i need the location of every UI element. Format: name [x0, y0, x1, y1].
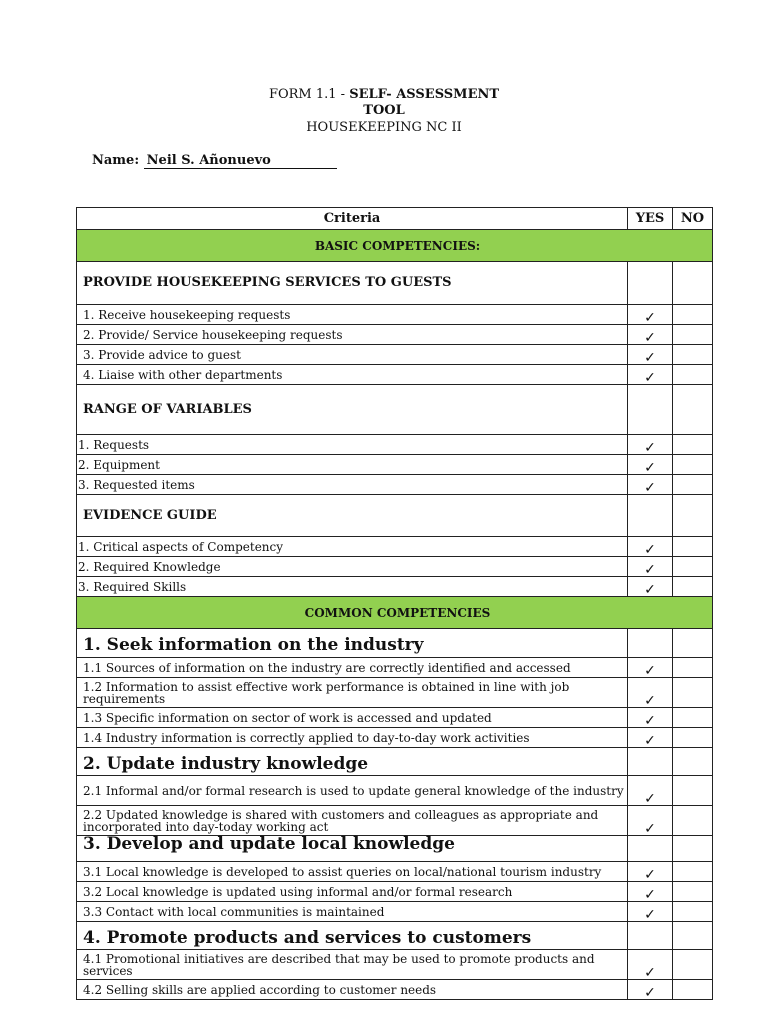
yes-checkmark-icon: ✓: [628, 902, 673, 922]
form-title: [0, 87, 768, 102]
list-item: [77, 950, 713, 980]
list-item-label: 4. Liaise with other departments: [77, 365, 628, 385]
list-item-label: 4.2 Selling skills are applied according to customer needs: [77, 980, 628, 1000]
yes-cell: [628, 748, 673, 776]
yes-checkmark-icon: ✓: [628, 708, 673, 728]
yes-checkmark-icon: ✓: [628, 728, 673, 748]
yes-checkmark-icon: ✓: [628, 325, 673, 345]
section-update-industry-knowledge-label: 2. Update industry knowledge: [77, 748, 628, 776]
yes-checkmark-icon: ✓: [628, 435, 673, 455]
list-item-label: 3.2 Local knowledge is updated using informal and/or formal research: [77, 882, 628, 902]
list-item-label: 4.1 Promotional initiatives are described that may be used to promote products and services: [77, 950, 628, 980]
yes-cell: [628, 262, 673, 305]
yes-checkmark-icon: ✓: [628, 882, 673, 902]
yes-checkmark-icon: ✓: [628, 345, 673, 365]
no-cell: [673, 862, 713, 882]
list-item: [77, 325, 713, 345]
yes-checkmark-icon: ✓: [628, 980, 673, 1000]
list-item-label: 1. Requests: [77, 435, 628, 455]
no-cell: [673, 305, 713, 325]
criteria-header: Criteria: [77, 208, 628, 230]
list-item: [77, 435, 713, 455]
common-competencies-header-label: COMMON COMPETENCIES: [77, 597, 713, 629]
section-promote-products-label: 4. Promote products and services to customers: [77, 922, 628, 950]
yes-checkmark-icon: ✓: [628, 537, 673, 557]
list-item-label: 3.1 Local knowledge is developed to assist queries on local/national tourism industry: [77, 862, 628, 882]
list-item: [77, 902, 713, 922]
yes-checkmark-icon: ✓: [628, 950, 673, 980]
section-range-of-variables-label: RANGE OF VARIABLES: [77, 385, 628, 435]
no-cell: [673, 806, 713, 836]
no-cell: [673, 678, 713, 708]
list-item-label: 2.2 Updated knowledge is shared with customers and colleagues as appropriate and incorporated into day-today working act: [77, 806, 628, 836]
yes-checkmark-icon: ✓: [628, 678, 673, 708]
no-cell: [673, 557, 713, 577]
list-item: [77, 728, 713, 748]
form-title-line2: TOOL: [363, 103, 405, 118]
no-cell: [673, 776, 713, 806]
common-competencies-header: [77, 597, 713, 629]
yes-checkmark-icon: ✓: [628, 806, 673, 836]
list-item: [77, 882, 713, 902]
yes-cell: [628, 385, 673, 435]
yes-checkmark-icon: ✓: [628, 862, 673, 882]
no-cell: [673, 882, 713, 902]
section-seek-information-label: 1. Seek information on the industry: [77, 629, 628, 658]
yes-header: YES: [628, 208, 673, 230]
yes-checkmark-icon: ✓: [628, 365, 673, 385]
list-item-label: 3. Provide advice to guest: [77, 345, 628, 365]
table-header: [77, 208, 713, 230]
yes-checkmark-icon: ✓: [628, 455, 673, 475]
no-cell: [673, 577, 713, 597]
list-item-label: 1.4 Industry information is correctly applied to day-to-day work activities: [77, 728, 628, 748]
list-item: [77, 557, 713, 577]
section-seek-information: [77, 629, 713, 658]
list-item: [77, 365, 713, 385]
basic-competencies-header: [77, 230, 713, 262]
no-cell: [673, 836, 713, 862]
no-cell: [673, 345, 713, 365]
list-item: [77, 980, 713, 1000]
list-item-label: 2.1 Informal and/or formal research is used to update general knowledge of the industry: [77, 776, 628, 806]
section-update-industry-knowledge: [77, 748, 713, 776]
no-cell: [673, 658, 713, 678]
assessment-table: [76, 207, 713, 1000]
list-item: [77, 708, 713, 728]
list-item: [77, 475, 713, 495]
no-cell: [673, 902, 713, 922]
list-item-label: 2. Equipment: [77, 455, 628, 475]
section-develop-local-knowledge: [77, 836, 713, 862]
yes-checkmark-icon: ✓: [628, 776, 673, 806]
section-evidence-guide-label: EVIDENCE GUIDE: [77, 495, 628, 537]
yes-checkmark-icon: ✓: [628, 577, 673, 597]
no-cell: [673, 455, 713, 475]
no-cell: [673, 708, 713, 728]
yes-cell: [628, 922, 673, 950]
no-cell: [673, 435, 713, 455]
section-provide-housekeeping: [77, 262, 713, 305]
yes-cell: [628, 629, 673, 658]
no-cell: [673, 365, 713, 385]
no-cell: [673, 629, 713, 658]
no-cell: [673, 325, 713, 345]
form-title-prefix: FORM 1.1 -: [268, 87, 350, 102]
yes-checkmark-icon: ✓: [628, 475, 673, 495]
no-header: NO: [673, 208, 713, 230]
yes-checkmark-icon: ✓: [628, 305, 673, 325]
basic-competencies-header-label: BASIC COMPETENCIES:: [77, 230, 713, 262]
list-item: [77, 678, 713, 708]
section-evidence-guide: [77, 495, 713, 537]
section-range-of-variables: [77, 385, 713, 435]
section-provide-housekeeping-label: PROVIDE HOUSEKEEPING SERVICES TO GUESTS: [77, 262, 628, 305]
name-field: [92, 153, 337, 169]
no-cell: [673, 950, 713, 980]
yes-cell: [628, 836, 673, 862]
no-cell: [673, 475, 713, 495]
list-item: [77, 658, 713, 678]
no-cell: [673, 980, 713, 1000]
list-item: [77, 345, 713, 365]
yes-cell: [628, 495, 673, 537]
no-cell: [673, 748, 713, 776]
list-item-label: 1.3 Specific information on sector of work is accessed and updated: [77, 708, 628, 728]
list-item-label: 3. Required Skills: [77, 577, 628, 597]
no-cell: [673, 262, 713, 305]
no-cell: [673, 495, 713, 537]
list-item-label: 1. Critical aspects of Competency: [77, 537, 628, 557]
list-item-label: 1. Receive housekeeping requests: [77, 305, 628, 325]
section-develop-local-knowledge-label: 3. Develop and update local knowledge: [77, 836, 628, 862]
list-item-label: 2. Provide/ Service housekeeping requests: [77, 325, 628, 345]
no-cell: [673, 537, 713, 557]
list-item-label: 3.3 Contact with local communities is maintained: [77, 902, 628, 922]
list-item-label: 1.1 Sources of information on the industry are correctly identified and accessed: [77, 658, 628, 678]
section-promote-products: [77, 922, 713, 950]
list-item: [77, 577, 713, 597]
no-cell: [673, 922, 713, 950]
yes-checkmark-icon: ✓: [628, 658, 673, 678]
list-item: [77, 305, 713, 325]
form-title-bold: SELF- ASSESSMENT: [349, 87, 500, 102]
name-label: Name:: [92, 153, 140, 168]
yes-checkmark-icon: ✓: [628, 557, 673, 577]
form-subtitle: HOUSEKEEPING NC II: [306, 120, 462, 135]
list-item: [77, 806, 713, 836]
list-item-label: 2. Required Knowledge: [77, 557, 628, 577]
no-cell: [673, 728, 713, 748]
no-cell: [673, 385, 713, 435]
list-item: [77, 862, 713, 882]
list-item: [77, 537, 713, 557]
list-item: [77, 776, 713, 806]
list-item: [77, 455, 713, 475]
name-value: Neil S. Añonuevo: [144, 153, 337, 169]
list-item-label: 3. Requested items: [77, 475, 628, 495]
list-item-label: 1.2 Information to assist effective work performance is obtained in line with job requirements: [77, 678, 628, 708]
